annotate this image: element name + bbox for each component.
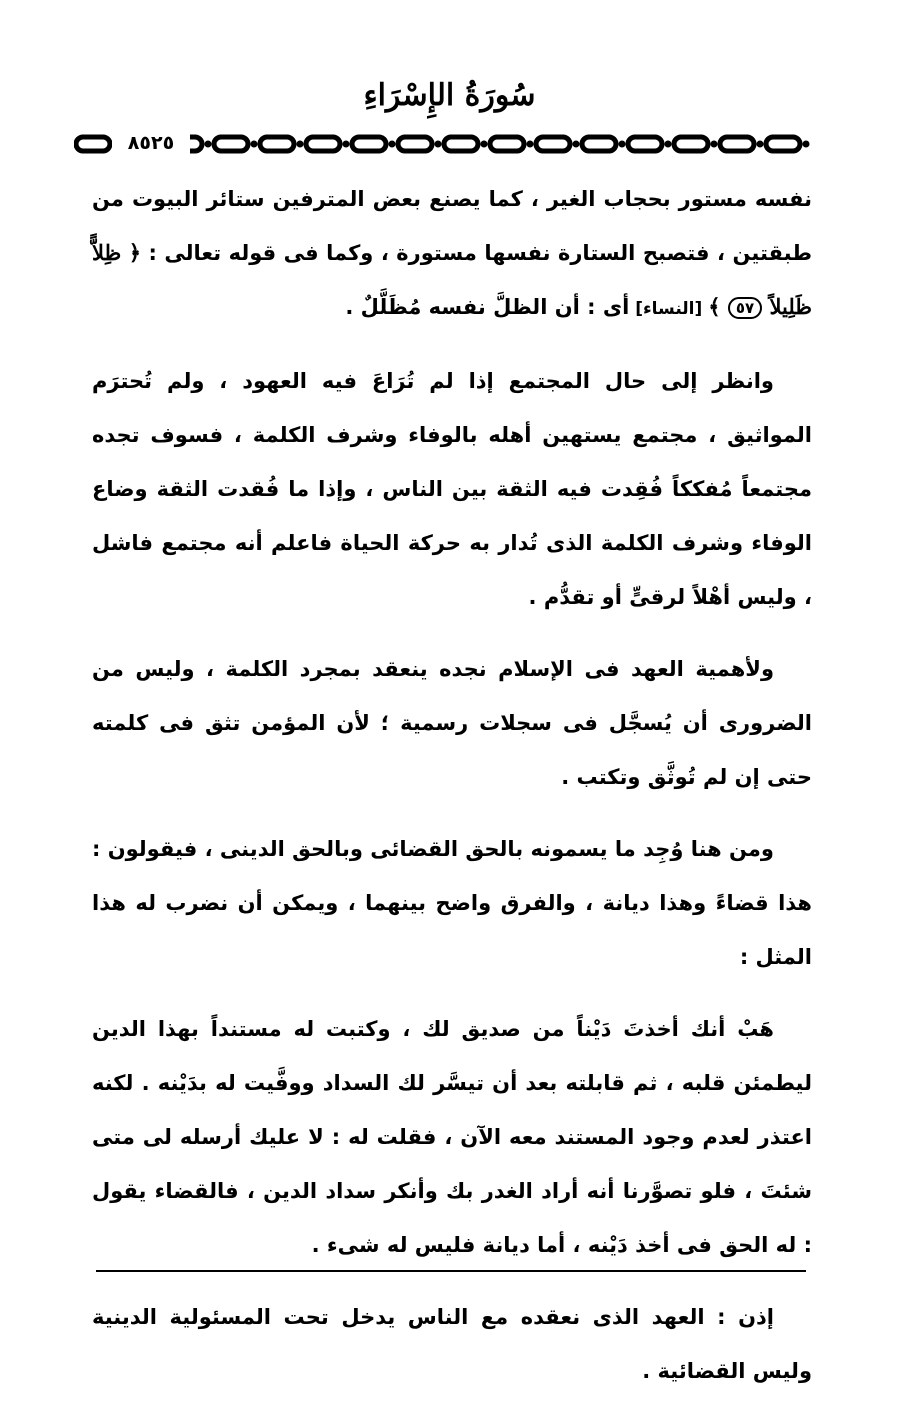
- chain-link: [352, 137, 386, 151]
- paragraph-1-text: نفسه مستور بحجاب الغير ، كما يصنع بعض المترفين ستائر البيوت من طبقتين ، فتصبح الستارة نفسها مستورة ، وكما فى قوله تعالى :: [92, 187, 812, 265]
- bottom-rule: [96, 1270, 806, 1272]
- chain-link: [398, 137, 432, 151]
- quran-bracket-close: ﴾: [708, 294, 728, 319]
- paragraph-1: [92, 172, 812, 336]
- chain-link: [582, 137, 616, 151]
- chain-link: [306, 137, 340, 151]
- page-number: ٨٥٢٥: [112, 132, 190, 154]
- chain-link: [444, 137, 478, 151]
- chain-dot: [297, 141, 304, 148]
- chain-dot: [343, 141, 350, 148]
- paragraph-5: هَبْ أنك أخذتَ دَيْناً من صديق لك ، وكتبت له مستنداً بهذا الدين ليطمئن قلبه ، ثم قابلته بعد أن تيسَّر لك السداد ووفَّيت له بدَيْنه . لكنه اعتذر لعدم وجود المستند معه الآن ، فقلت له : لا عليك أرسله لى متى شئتَ ، فلو تصوَّرنا أنه أراد الغدر بك وأنكر سداد الدين ، فالقضاء يقول : له الحق فى أخذ دَيْنه ، أما ديانة فليس له شىء .: [92, 1017, 812, 1257]
- chain-dot: [527, 141, 534, 148]
- paragraph-6: إذن : العهد الذى نعقده مع الناس يدخل تحت المسئولية الدينية وليس القضائية .: [92, 1305, 812, 1383]
- chain-dot: [665, 141, 672, 148]
- paragraph-1-tail: أى : أن الظلَّ نفسه مُظَلَّلٌ .: [345, 295, 630, 319]
- ayah-number-mark: ٥٧: [728, 297, 762, 319]
- chain-link: [490, 137, 524, 151]
- chain-link: [766, 137, 800, 151]
- chain-dot: [803, 141, 810, 148]
- chain-link: [674, 137, 708, 151]
- page-header: [0, 78, 899, 122]
- chain-dot: [619, 141, 626, 148]
- chain-link: [720, 137, 754, 151]
- chain-dot: [711, 141, 718, 148]
- chain-dot: [389, 141, 396, 148]
- chain-dot: [481, 141, 488, 148]
- paragraph-2: وانظر إلى حال المجتمع إذا لم تُرَاعَ فيه العهود ، ولم تُحترَم المواثيق ، مجتمع يستهين أهله بالوفاء وشرف الكلمة ، فسوف تجده مجتمعاً مُفككاً فُقِدت فيه الثقة بين الناس ، وإذا ما فُقدت الثقة وضاع الوفاء وشرف الكلمة الذى تُدار به حركة الحياة فاعلم أنه مجتمع فاشل ، وليس أهْلاً لرقىٍّ أو تقدُّم .: [92, 369, 812, 609]
- surah-reference: [النساء]: [629, 299, 709, 319]
- chain-link: [214, 137, 248, 151]
- chain-link: [260, 137, 294, 151]
- chain-link: [536, 137, 570, 151]
- surah-title: سُورَةُ الإِسْرَاءِ: [363, 78, 536, 113]
- paragraph-4: ومن هنا وُجِد ما يسمونه بالحق القضائى وبالحق الدينى ، فيقولون : هذا قضاءً وهذا ديانة ، والفرق واضح بينهما ، ويمكن أن نضرب له هذا المثل :: [92, 837, 812, 969]
- chain-link: [76, 137, 110, 151]
- quran-verse: ﴿ ظِلاًّ ظَلِيلاً: [92, 240, 812, 319]
- chain-dot: [205, 141, 212, 148]
- chain-link: [628, 137, 662, 151]
- chain-dot: [435, 141, 442, 148]
- chain-dot: [251, 141, 258, 148]
- chain-dot: [573, 141, 580, 148]
- paragraph-3: ولأهمية العهد فى الإسلام نجده ينعقد بمجرد الكلمة ، وليس من الضرورى أن يُسجَّل فى سجلات رسمية ؛ لأن المؤمن تثق فى كلمته حتى إن لم تُوثَّق وتكتب .: [92, 657, 812, 789]
- chain-dot: [757, 141, 764, 148]
- text-body: [92, 172, 812, 1416]
